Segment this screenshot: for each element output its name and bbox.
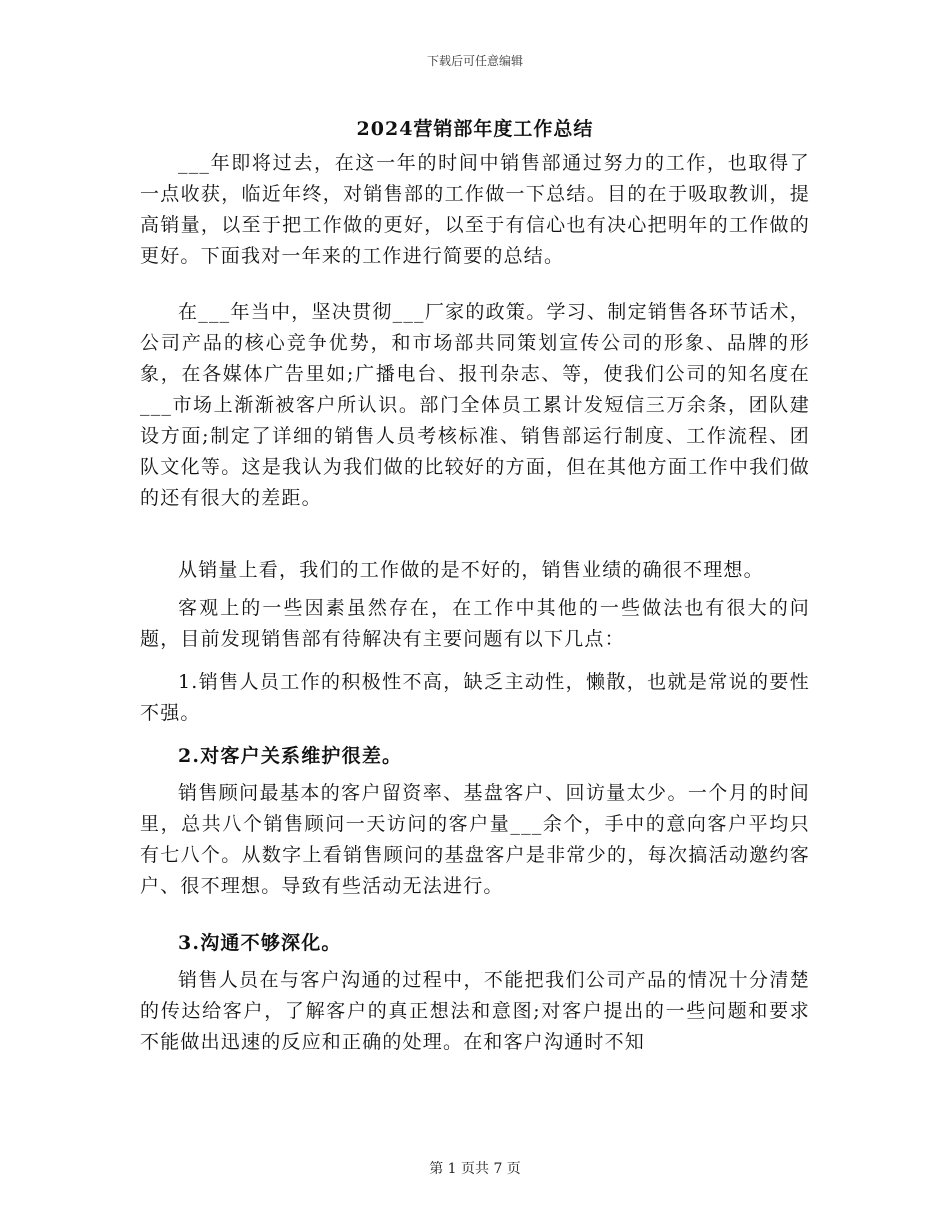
- page-number: 第 1 页共 7 页: [429, 1161, 521, 1177]
- paragraph-customer-relations: 销售顾问最基本的客户留资率、基盘客户、回访量太少。一个月的时间里，总共八个销售顾问一天访问的客户量___余个，手中的意向客户平均只有七八个。从数字上看销售顾问的基盘客户是非常少的，每次搞活动邀约客户、很不理想。导致有些活动无法进行。: [140, 782, 810, 897]
- paragraph-problems-intro: 客观上的一些因素虽然存在，在工作中其他的一些做法也有很大的问题，目前发现销售部有待解决有主要问题有以下几点：: [140, 597, 810, 650]
- document-title: 2024营销部年度工作总结: [356, 118, 594, 140]
- paragraph-intro: ___年即将过去，在这一年的时间中销售部通过努力的工作，也取得了一点收获，临近年终，对销售部的工作做一下总结。目的在于吸取教训，提高销量，以至于把工作做的更好，以至于有信心也有决心把明年的工作做的更好。下面我对一年来的工作进行简要的总结。: [140, 152, 810, 267]
- paragraph-communication: 销售人员在与客户沟通的过程中，不能把我们公司产品的情况十分清楚的传达给客户，了解客户的真正想法和意图;对客户提出的一些问题和要求不能做出迅速的反应和正确的处理。在和客户沟通时不知: [140, 969, 810, 1053]
- page-header-note: 下载后可任意编辑: [426, 54, 523, 68]
- section-heading-3: 3.沟通不够深化。: [178, 932, 342, 954]
- paragraph-sales-result: 从销量上看，我们的工作做的是不好的，销售业绩的确很不理想。: [178, 559, 764, 581]
- paragraph-achievements: 在___年当中，坚决贯彻___厂家的政策。学习、制定销售各环节话术，公司产品的核心竞争优势，和市场部共同策划宣传公司的形象、品牌的形象，在各媒体广告里如;广播电台、报刊杂志、等，使我们公司的知名度在___市场上渐渐被客户所认识。部门全体员工累计发短信三万余条，团队建设方面;制定了详细的销售人员考核标准、销售部运行制度、工作流程、团队文化等。这是我认为我们做的比较好的方面，但在其他方面工作中我们做的还有很大的差距。: [140, 301, 810, 509]
- list-item-1: 1.销售人员工作的积极性不高，缺乏主动性，懒散，也就是常说的要性不强。: [140, 671, 810, 724]
- section-heading-2: 2.对客户关系维护很差。: [178, 745, 403, 767]
